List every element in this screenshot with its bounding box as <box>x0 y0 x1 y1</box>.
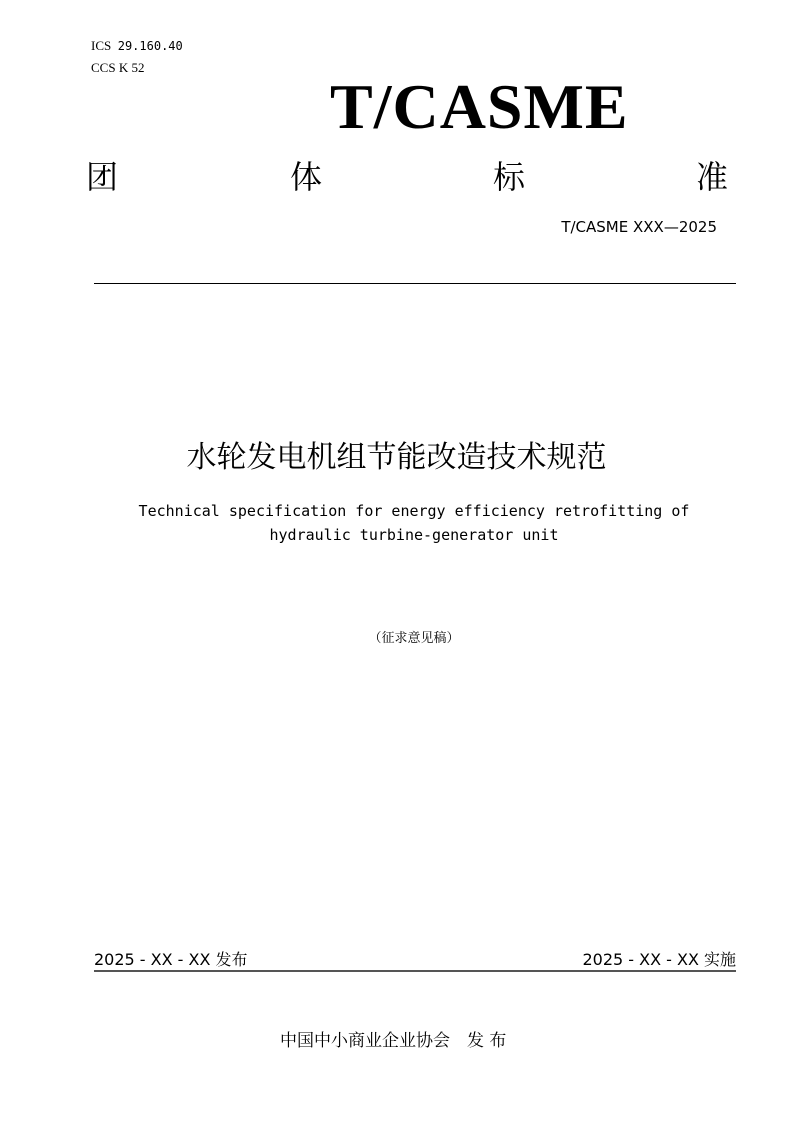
ics-value: 29.160.40 <box>117 39 183 53</box>
title-en-line2: hydraulic turbine-generator unit <box>269 526 559 544</box>
divider <box>94 970 736 972</box>
standard-type-char: 准 <box>696 158 729 196</box>
draft-note: （征求意见稿） <box>368 630 460 645</box>
standard-type-char: 标 <box>493 158 526 196</box>
publish-date: 2025 - XX - XX 发布 <box>94 950 248 969</box>
title-en-line1: Technical specification for energy efficiency retrofitting of <box>138 502 690 520</box>
logo: T/CASME <box>330 71 629 142</box>
publisher: 中国中小商业企业协会 发 布 <box>280 1031 507 1051</box>
standard-type-char: 团 <box>86 158 119 196</box>
divider <box>94 283 736 284</box>
ics-label: ICS <box>91 38 112 53</box>
ics-line <box>91 38 183 54</box>
title-cn: 水轮发电机组节能改造技术规范 <box>186 440 607 475</box>
ccs-value: K 52 <box>118 60 145 75</box>
ccs-line <box>91 60 144 76</box>
implement-date: 2025 - XX - XX 实施 <box>582 950 736 969</box>
standard-type-char: 体 <box>290 158 323 196</box>
ccs-label: CCS <box>91 60 116 75</box>
standard-number: T/CASME XXX—2025 <box>561 218 717 236</box>
